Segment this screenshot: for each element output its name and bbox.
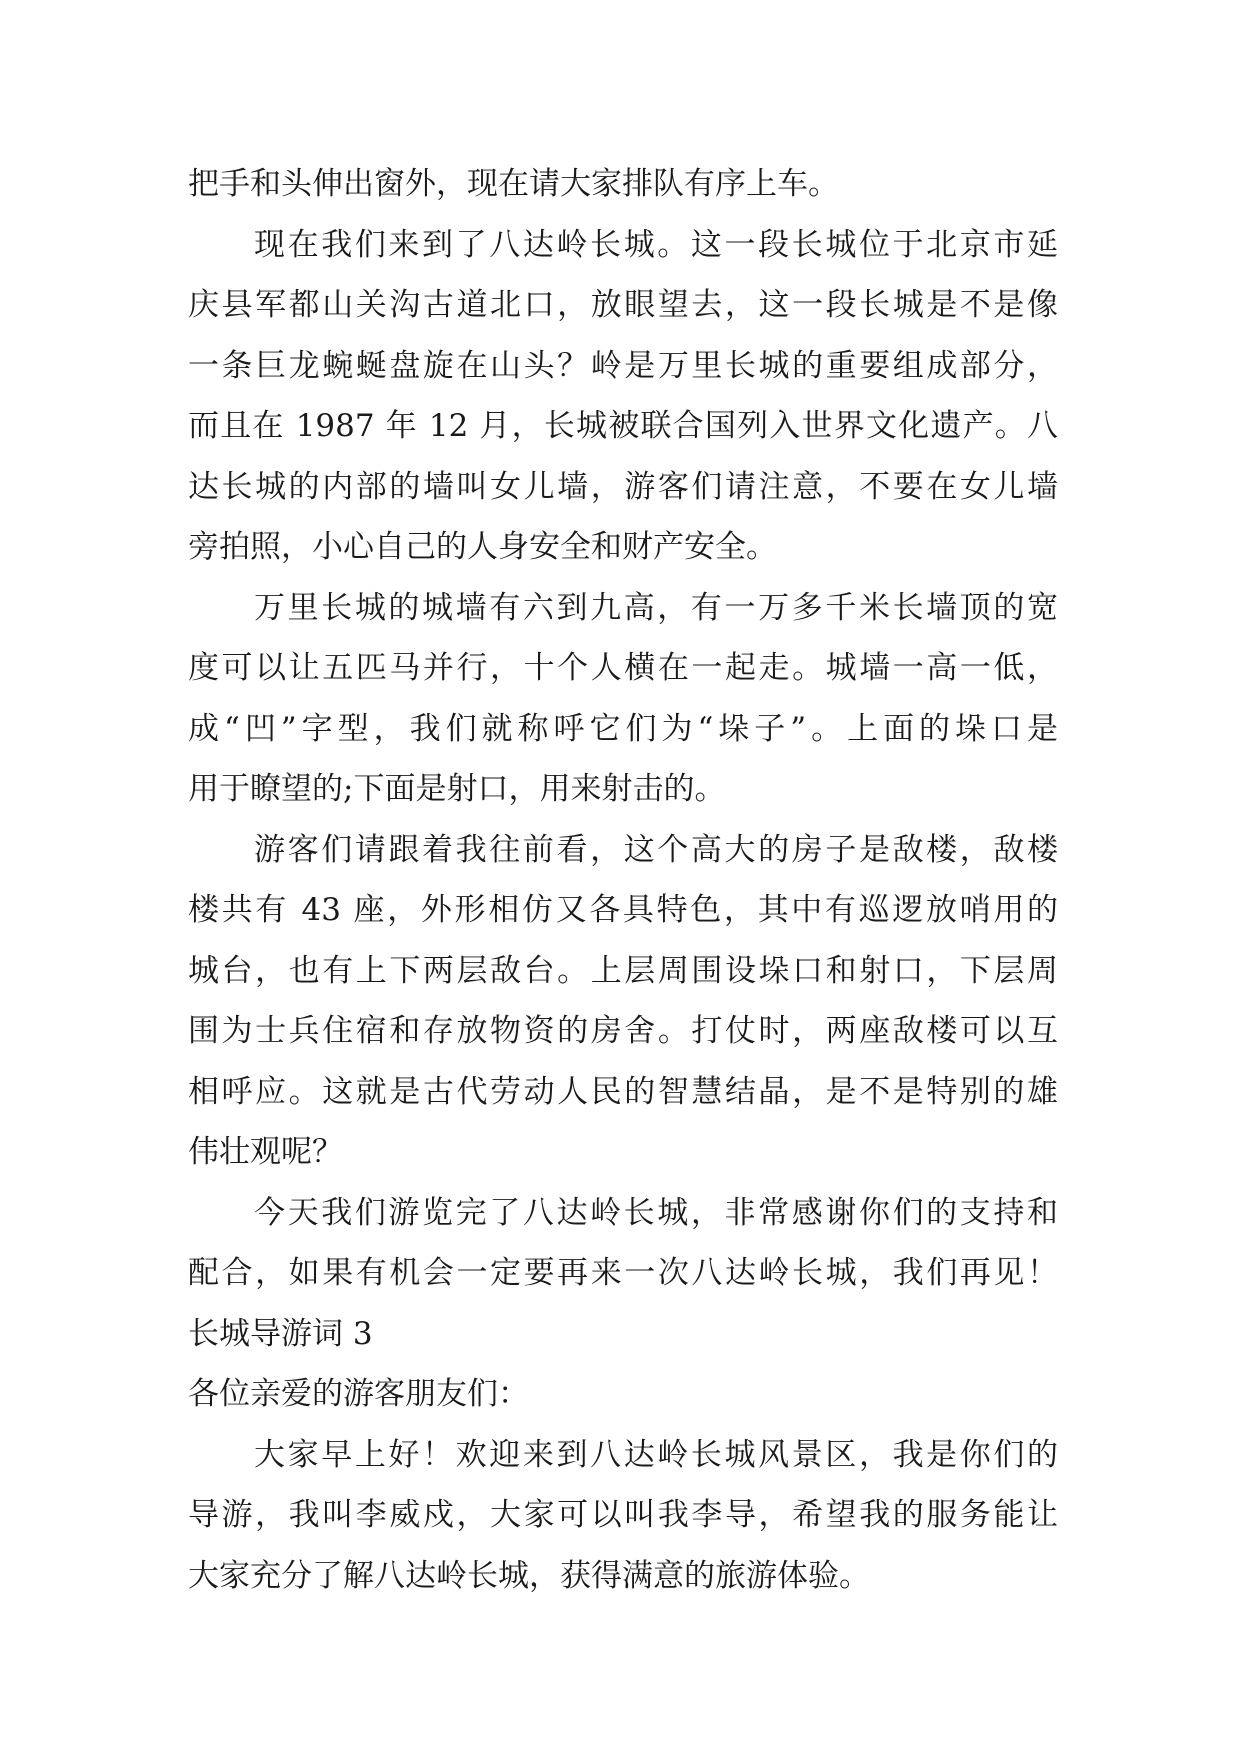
paragraph-first-line: 大家早上好！欢迎来到八达岭长城风景区，我是你们的 [254,1436,1058,1473]
paragraph-first-line: 万里长城的城墙有六到九高，有一万多千米长墙顶的宽 [254,589,1058,626]
text-line: 用于瞭望的;下面是射口，用来射击的。 [188,771,726,807]
text-line: 楼共有 43 座，外形相仿又各具特色，其中有巡逻放哨用的 [188,892,1058,928]
text-line: 伟壮观呢？ [188,1134,343,1170]
text-line: 达长城的内部的墙叫女儿墙，游客们请注意，不要在女儿墙 [188,468,1058,505]
text-line: 把手和头伸出窗外，现在请大家排队有序上车。 [188,166,839,202]
text-line: 成“凹”字型，我们就称呼它们为“垛子”。上面的垛口是 [188,710,1058,747]
document-body [188,154,1058,1606]
text-line: 庆县军都山关沟古道北口，放眼望去，这一段长城是不是像 [188,287,1058,323]
text-line: 旁拍照，小心自己的人身安全和财产安全。 [188,529,777,565]
text-line: 围为士兵住宿和存放物资的房舍。打仗时，两座敌楼可以互 [188,1013,1058,1049]
text-line: 城台，也有上下两层敌台。上层周围设垛口和射口，下层周 [188,952,1058,989]
text-line: 配合，如果有机会一定要再来一次八达岭长城，我们再见！ [188,1255,1058,1291]
text-line: 而且在 1987 年 12 月，长城被联合国列入世界文化遗产。八 [188,408,1058,444]
text-line: 长城导游词 3 [188,1315,373,1352]
text-line: 相呼应。这就是古代劳动人民的智慧结晶，是不是特别的雄 [188,1073,1058,1110]
text-line: 度可以让五匹马并行，十个人横在一起走。城墙一高一低， [188,650,1058,686]
text-line: 各位亲爱的游客朋友们： [188,1376,529,1412]
text-line: 导游，我叫李威戍，大家可以叫我李导，希望我的服务能让 [188,1497,1058,1533]
text-line: 一条巨龙蜿蜒盘旋在山头？岭是万里长城的重要组成部分， [188,347,1058,384]
paragraph-first-line: 现在我们来到了八达岭长城。这一段长城位于北京市延 [254,226,1058,263]
text-line: 大家充分了解八达岭长城，获得满意的旅游体验。 [188,1557,870,1594]
paragraph-first-line: 游客们请跟着我往前看，这个高大的房子是敌楼，敌楼 [254,831,1058,868]
paragraph-first-line: 今天我们游览完了八达岭长城，非常感谢你们的支持和 [254,1194,1058,1231]
